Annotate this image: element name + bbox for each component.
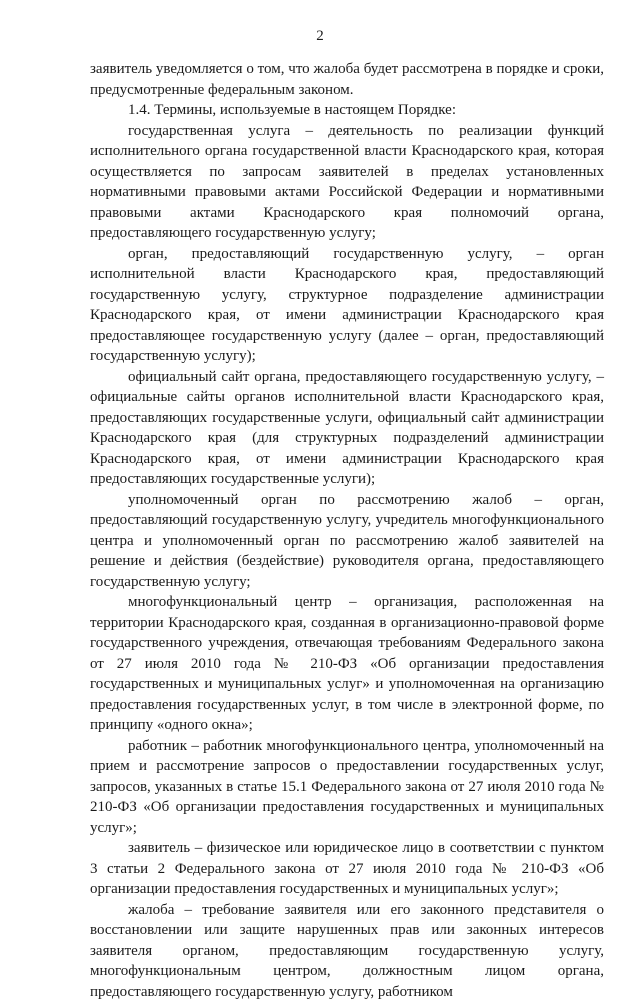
document-body — [90, 59, 604, 1002]
paragraph-term-applicant: заявитель – физическое или юридическое лицо в соответствии с пунктом 3 статьи 2 Федерального закона от 27 июля 2010 года № 210-ФЗ «Об организации предоставления государственных и муниципальных услуг»; — [90, 838, 604, 900]
paragraph-term-authorized-body: уполномоченный орган по рассмотрению жалоб – орган, предоставляющий государственную услугу, учредитель многофункционального центра и уполномоченный орган по рассмотрению жалоб заявителей на решение и действия (бездействие) руководителя органа, предоставляющего государственную услугу; — [90, 490, 604, 593]
paragraph-term-employee: работник – работник многофункционального центра, уполномоченный на прием и рассмотрение запросов о предоставлении государственных услуг, запросов, указанных в статье 15.1 Федерального закона от 27 июля 2010 года № 210-ФЗ «Об организации предоставления государственных и муниципальных услуг»; — [90, 736, 604, 839]
paragraph-complaint-notice: заявитель уведомляется о том, что жалоба будет рассмотрена в порядке и сроки, предусмотренные федеральным законом. — [90, 59, 604, 100]
paragraph-term-multifunctional-center: многофункциональный центр – организация, расположенная на территории Краснодарского края, созданная в организационно-правовой форме государственного учреждения, отвечающая требованиям Федерального закона от 27 июля 2010 года № 210-ФЗ «Об организации предоставления государственных и муниципальных услуг» и уполномоченная на организацию предоставления государственных услуг, в том числе в электронной форме, по принципу «одного окна»; — [90, 592, 604, 736]
paragraph-terms-heading: 1.4. Термины, используемые в настоящем Порядке: — [90, 100, 604, 121]
paragraph-term-state-service: государственная услуга – деятельность по реализации функций исполнительного органа государственной власти Краснодарского края, которая осуществляется по запросам заявителей в пределах установленных нормативными правовыми актами Российской Федерации и нормативными правовыми актами Краснодарского края полномочий органа, предоставляющего государственную услугу; — [90, 121, 604, 244]
paragraph-term-service-body: орган, предоставляющий государственную услугу, – орган исполнительной власти Краснодарского края, предоставляющий государственную услугу, структурное подразделение администрации Краснодарского края, от имени администрации Краснодарского края предоставляющее государственную услугу (далее – орган, предоставляющий государственную услугу); — [90, 244, 604, 367]
page-number: 2 — [0, 27, 640, 45]
paragraph-term-official-site: официальный сайт органа, предоставляющего государственную услугу, – официальные сайты органов исполнительной власти Краснодарского края, предоставляющих государственные услуги, официальный сайт администрации Краснодарского края (для структурных подразделений администрации Краснодарского края, от имени администрации Краснодарского края предоставляющих государственные услуги); — [90, 367, 604, 490]
paragraph-term-complaint: жалоба – требование заявителя или его законного представителя о восстановлении или защите нарушенных прав или законных интересов заявителя органом, предоставляющим государственную услугу, многофункциональным центром, должностным лицом органа, предоставляющего государственную услугу, работником — [90, 900, 604, 1002]
